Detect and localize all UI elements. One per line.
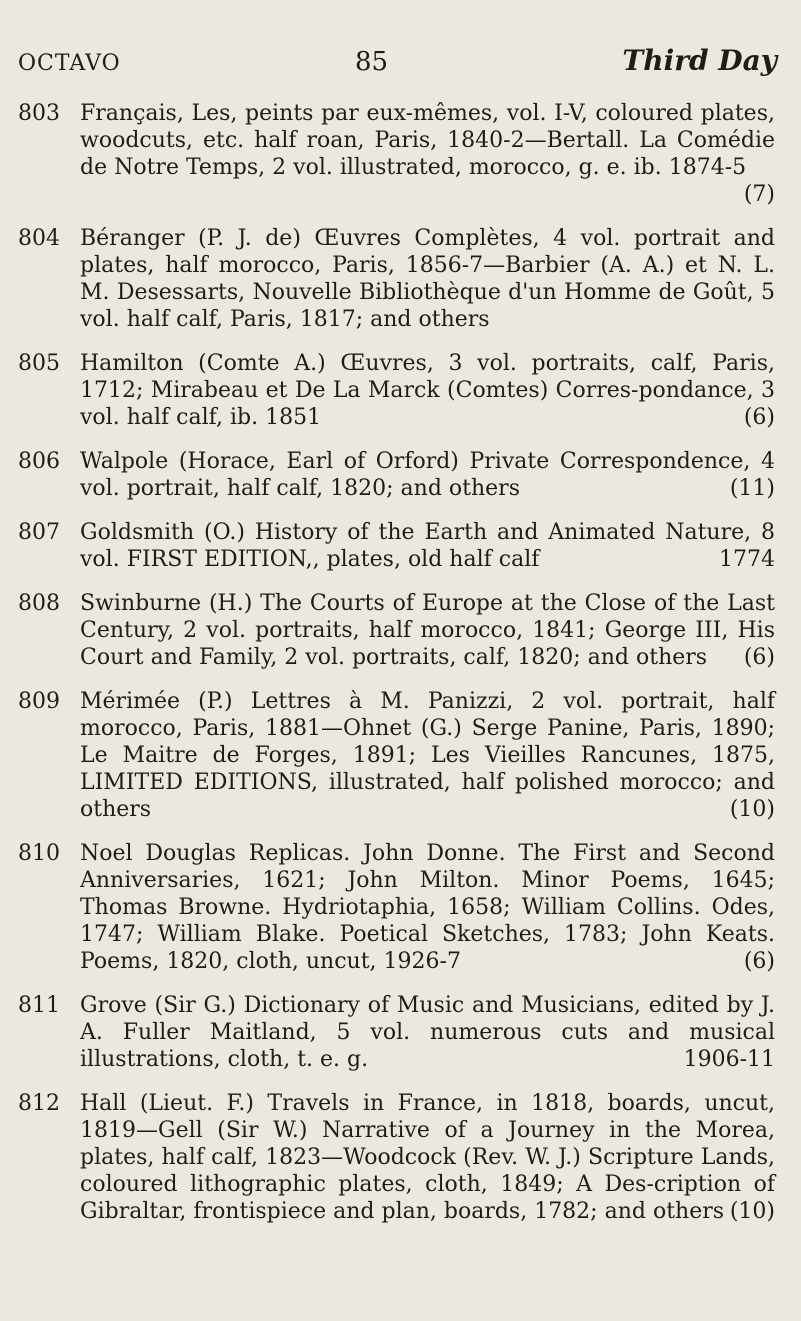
lot-text: Walpole (Horace, Earl of Orford) Private Correspondence, 4 vol. portrait, half calf, 1820; and others [80, 449, 775, 501]
lot-text: Hall (Lieut. F.) Travels in France, in 1818, boards, uncut, 1819—Gell (Sir W.) Narrative of a Journey in the Morea, plates, half calf, 1823—Woodcock (Rev. W. J.) Scripture Lands, coloured lithographic plates, cloth, 1849; A Des-cription of Gibraltar, frontispiece and plan, boards, 1782; and others [80, 1091, 775, 1224]
lot-number: 808 [18, 591, 60, 616]
lot-description [80, 519, 775, 573]
lot-list [18, 100, 775, 1242]
lot-number: 811 [18, 993, 60, 1018]
lot-entry [18, 1090, 775, 1225]
lot-entry [18, 100, 775, 208]
lot-text: Français, Les, peints par eux-mêmes, vol. I-V, coloured plates, woodcuts, etc. half roan, Paris, 1840-2—Bertall. La Comédie de Notre Temps, 2 vol. illustrated, morocco, g. e. ib. 1874-5 [80, 101, 775, 180]
lot-description [80, 100, 775, 208]
lot-entry [18, 350, 775, 431]
lot-text: Mérimée (P.) Lettres à M. Panizzi, 2 vol. portrait, half morocco, Paris, 1881—Ohnet (G.) Serge Panine, Paris, 1890; Le Maitre de Forges, 1891; Les Vieilles Rancunes, 1875, LIMITED EDITIONS, illustrated, half polished morocco; and others [80, 689, 775, 822]
page-header [18, 44, 777, 84]
lot-text: Hamilton (Comte A.) Œuvres, 3 vol. portraits, calf, Paris, 1712; Mirabeau et De La Marck (Comtes) Corres-pondance, 3 vol. half calf, ib. 1851 [80, 351, 775, 430]
lot-text: Béranger (P. J. de) Œuvres Complètes, 4 vol. portrait and plates, half morocco, Paris, 1856-7—Barbier (A. A.) et N. L. M. Desessarts, Nouvelle Bibliothèque d'un Homme de Goût, 5 vol. half calf, Paris, 1817; and others [80, 226, 775, 332]
lot-description [80, 992, 775, 1073]
lot-text: Noel Douglas Replicas. John Donne. The First and Second Anniversaries, 1621; John Milton. Minor Poems, 1645; Thomas Browne. Hydriotaphia, 1658; William Collins. Odes, 1747; William Blake. Poetical Sketches, 1783; John Keats. Poems, 1820, cloth, uncut, 1926-7 [80, 841, 775, 974]
header-day-label: Third Day [622, 44, 777, 77]
lot-number: 804 [18, 226, 60, 251]
lot-price: (10) [729, 797, 775, 822]
lot-entry [18, 688, 775, 823]
lot-entry [18, 590, 775, 671]
header-section-label: OCTAVO [18, 51, 121, 76]
lot-price: 1906-11 [683, 1047, 775, 1072]
lot-entry [18, 992, 775, 1073]
lot-number: 803 [18, 101, 60, 126]
lot-number: 809 [18, 689, 60, 714]
lot-price: (7) [743, 182, 775, 207]
lot-description [80, 688, 775, 823]
lot-number: 810 [18, 841, 60, 866]
lot-price: (11) [729, 476, 775, 501]
page-number: 85 [354, 47, 389, 77]
lot-number: 807 [18, 520, 60, 545]
lot-number: 806 [18, 449, 60, 474]
lot-price: (6) [743, 405, 775, 430]
lot-description [80, 840, 775, 975]
lot-price: (6) [743, 949, 775, 974]
lot-text: Goldsmith (O.) History of the Earth and Animated Nature, 8 vol. FIRST EDITION,, plates, old half calf [80, 520, 775, 572]
lot-entry [18, 519, 775, 573]
lot-price: (10) [729, 1199, 775, 1224]
lot-price: (6) [743, 645, 775, 670]
lot-text: Swinburne (H.) The Courts of Europe at the Close of the Last Century, 2 vol. portraits, half morocco, 1841; George III, His Court and Family, 2 vol. portraits, calf, 1820; and others [80, 591, 775, 670]
lot-description [80, 590, 775, 671]
lot-price: 1774 [719, 547, 775, 572]
lot-entry [18, 840, 775, 975]
lot-number: 812 [18, 1091, 60, 1116]
lot-description [80, 225, 775, 333]
lot-number: 805 [18, 351, 60, 376]
lot-text: Grove (Sir G.) Dictionary of Music and Musicians, edited by J. A. Fuller Maitland, 5 vol. numerous cuts and musical illustrations, cloth, t. e. g. [80, 993, 775, 1072]
lot-entry [18, 448, 775, 502]
lot-description [80, 448, 775, 502]
lot-entry [18, 225, 775, 333]
lot-description [80, 350, 775, 431]
lot-description [80, 1090, 775, 1225]
